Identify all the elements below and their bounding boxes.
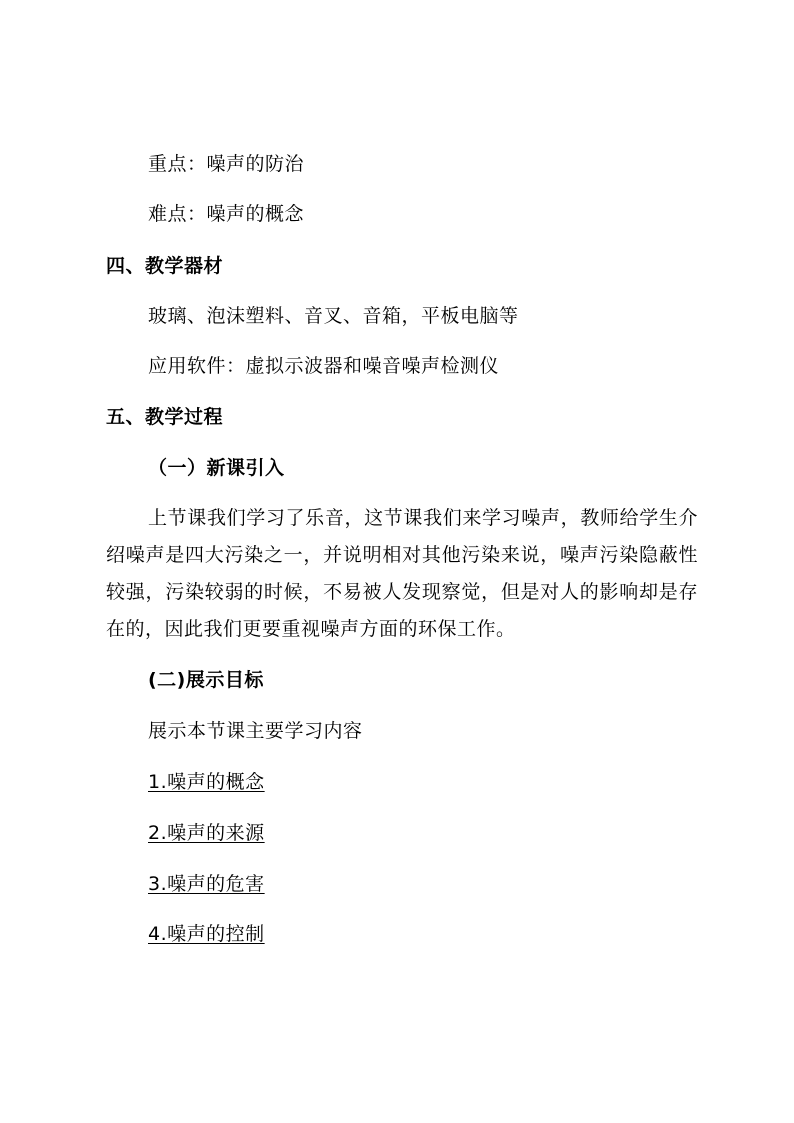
section-four-heading: 四、教学器材: [106, 255, 224, 277]
software-text: 应用软件：虚拟示波器和噪音噪声检测仪: [148, 355, 500, 377]
goal-item-1: 1.噪声的概念: [148, 771, 265, 793]
materials-text: 玻璃、泡沫塑料、音叉、音箱，平板电脑等: [148, 305, 519, 327]
difficulty-text: 难点：噪声的概念: [148, 203, 305, 225]
section-five-heading: 五、教学过程: [106, 406, 224, 428]
key-point-text: 重点：噪声的防治: [148, 153, 305, 175]
part-two-heading: (二)展示目标: [148, 669, 264, 691]
part-one-heading: （一）新课引入: [148, 457, 285, 479]
goal-item-4: 4.噪声的控制: [148, 923, 265, 945]
goal-item-3: 3.噪声的危害: [148, 873, 265, 895]
goals-intro-text: 展示本节课主要学习内容: [148, 720, 363, 742]
intro-paragraph: 上节课我们学习了乐音，这节课我们来学习噪声，教师给学生介绍噪声是四大污染之一，并说明相对其他污染来说，噪声污染隐蔽性较强，污染较弱的时候，不易被人发现察觉，但是对人的影响却是存在的，因此我们更要重视噪声方面的环保工作。: [106, 507, 698, 640]
goal-item-2: 2.噪声的来源: [148, 822, 265, 844]
